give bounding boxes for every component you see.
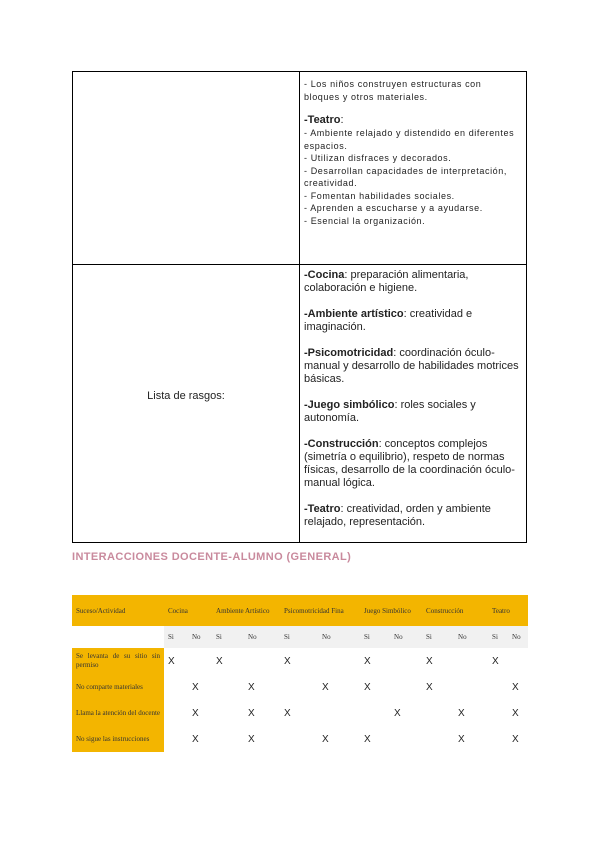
no-header: No [188, 626, 212, 648]
mark-cell: X [322, 733, 329, 745]
trait-title: -Psicomotricidad [304, 347, 394, 359]
mark-cell: X [512, 681, 519, 693]
mark-cell [212, 674, 244, 700]
mark-cell [212, 726, 244, 752]
trait-item [304, 347, 522, 386]
construction-teatro-cell [300, 72, 527, 265]
mark-cell [244, 648, 280, 674]
mark-cell: X [394, 707, 401, 719]
traits-label: Lista de rasgos: [147, 389, 225, 402]
si-header: Si [422, 626, 454, 648]
teatro-line: - Aprenden a escucharse y a ayudarse. [304, 203, 483, 213]
mark-cell [318, 648, 360, 674]
teatro-heading [304, 114, 522, 127]
mark-cell [280, 726, 318, 752]
mark-cell [164, 726, 188, 752]
mark-cell [164, 700, 188, 726]
mark-cell [422, 700, 454, 726]
teatro-line: - Desarrollan capacidades de interpretación, [304, 165, 507, 176]
mark-cell: X [192, 733, 199, 745]
traits-label-cell [73, 265, 300, 543]
mark-cell: X [492, 655, 499, 667]
no-header: No [244, 626, 280, 648]
si-header: Si [360, 626, 390, 648]
teatro-colon: : [340, 114, 344, 126]
mark-cell [488, 674, 508, 700]
mark-cell: X [248, 707, 255, 719]
mark-cell: X [364, 655, 371, 667]
trait-text: : preparación alimentaria, colaboración e higiene. [304, 269, 469, 294]
intro-line: bloques y otros materiales. [304, 91, 428, 102]
table-row [72, 726, 528, 752]
interactions-grid [72, 595, 528, 752]
trait-title: -Teatro [304, 503, 341, 515]
mark-cell [212, 700, 244, 726]
activity-header: Cocina [164, 595, 212, 626]
si-header: Si [280, 626, 318, 648]
trait-title: -Cocina [304, 269, 345, 281]
mark-cell: X [248, 681, 255, 693]
activity-header: Teatro [488, 595, 528, 626]
table-row [72, 648, 528, 674]
intro-line: - Los niños construyen estructuras con [304, 79, 482, 89]
mark-cell [390, 674, 422, 700]
mark-cell: X [192, 681, 199, 693]
row-label: Llama la atención del docente [72, 700, 164, 726]
mark-cell: X [426, 655, 433, 667]
trait-text: : coordinación óculo-manual y desarrollo de habilidades motrices básicas. [304, 347, 519, 385]
mark-cell: X [458, 733, 465, 745]
trait-text: : conceptos complejos (simetría o equilibrio), respeto de normas físicas, desarrollo de la coordinación óculo-manual lógica. [304, 438, 515, 489]
teatro-line: - Ambiente relajado y distendido en diferentes [304, 128, 515, 138]
mark-cell [188, 648, 212, 674]
mark-cell: X [192, 707, 199, 719]
mark-cell: X [426, 681, 433, 693]
grid-corner-cell: Suceso/Actividad [72, 595, 164, 626]
trait-text: : roles sociales y autonomía. [304, 399, 476, 424]
mark-cell [454, 648, 488, 674]
no-header: No [454, 626, 488, 648]
mark-cell [488, 700, 508, 726]
mark-cell [280, 674, 318, 700]
mark-cell: X [322, 681, 329, 693]
trait-item [304, 269, 522, 295]
trait-item [304, 399, 522, 425]
mark-cell: X [458, 707, 465, 719]
grid-empty-cell [72, 626, 164, 648]
mark-cell: X [512, 707, 519, 719]
mark-cell: X [168, 655, 175, 667]
table-row [73, 265, 527, 543]
no-header: No [318, 626, 360, 648]
mark-cell: X [364, 733, 371, 745]
trait-item [304, 438, 522, 490]
empty-cell [73, 72, 300, 265]
traits-list-cell [300, 265, 527, 543]
table-row [73, 72, 527, 265]
mark-cell [422, 726, 454, 752]
row-label: Se levanta de su sitio sin permiso [72, 648, 164, 674]
mark-cell [454, 674, 488, 700]
trait-title: -Ambiente artístico [304, 308, 404, 320]
teatro-line: - Esencial la organización. [304, 215, 426, 226]
grid-header-row [72, 595, 528, 626]
mark-cell: X [284, 655, 291, 667]
mark-cell: X [216, 655, 223, 667]
mark-cell [164, 674, 188, 700]
si-header: Si [212, 626, 244, 648]
trait-item [304, 503, 522, 529]
activity-header: Psicomotricidad Fina [280, 595, 360, 626]
trait-text: : creatividad e imaginación. [304, 308, 473, 333]
mark-cell: X [248, 733, 255, 745]
teatro-line: espacios. [304, 140, 348, 151]
mark-cell: X [364, 681, 371, 693]
activity-header: Ambiente Artístico [212, 595, 280, 626]
activities-table [72, 71, 527, 543]
teatro-line: - Utilizan disfraces y decorados. [304, 153, 452, 163]
mark-cell [318, 700, 360, 726]
row-label: No comparte materiales [72, 674, 164, 700]
si-header: Si [164, 626, 188, 648]
table-row [72, 700, 528, 726]
teatro-line: - Fomentan habilidades sociales. [304, 190, 455, 201]
trait-item [304, 308, 522, 334]
mark-cell [360, 700, 390, 726]
mark-cell [390, 726, 422, 752]
teatro-line: creatividad. [304, 178, 358, 188]
activity-header: Juego Simbólico [360, 595, 422, 626]
mark-cell [508, 648, 528, 674]
mark-cell [390, 648, 422, 674]
trait-title: -Construcción [304, 438, 379, 450]
trait-text: : creatividad, orden y ambiente relajado, representación. [304, 503, 491, 528]
no-header: No [508, 626, 528, 648]
grid-subheader-row [72, 626, 528, 648]
mark-cell: X [284, 707, 291, 719]
section-title: INTERACCIONES DOCENTE-ALUMNO (GENERAL) [72, 551, 352, 563]
si-header: Si [488, 626, 508, 648]
table-row [72, 674, 528, 700]
row-label: No sigue las instrucciones [72, 726, 164, 752]
activity-header: Construcción [422, 595, 488, 626]
trait-title: -Juego simbólico [304, 399, 395, 411]
mark-cell [488, 726, 508, 752]
mark-cell: X [512, 733, 519, 745]
teatro-title: -Teatro [304, 114, 341, 126]
no-header: No [390, 626, 422, 648]
